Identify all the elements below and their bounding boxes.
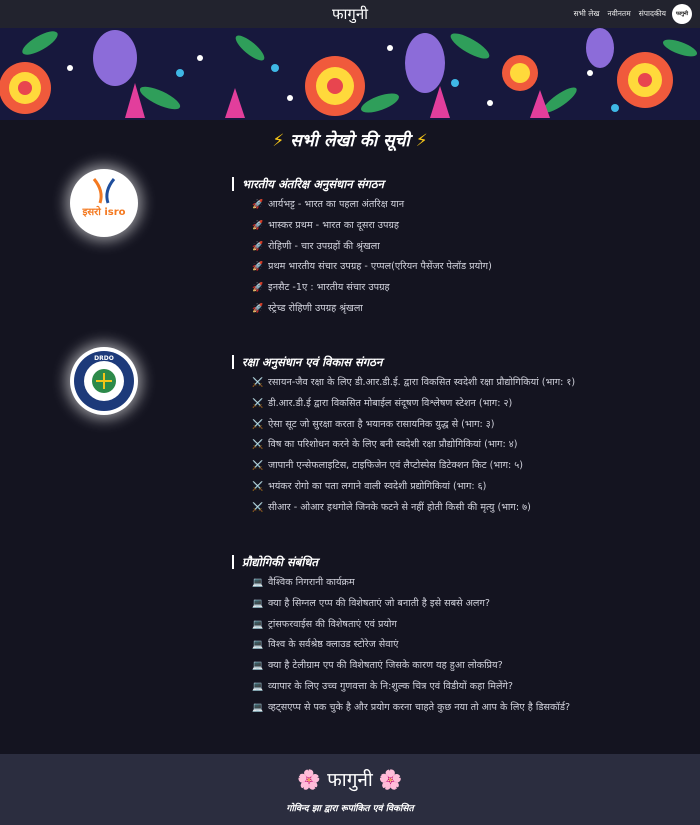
cherry-blossom-icon: 🌸 [297,769,322,791]
list-item[interactable]: ⚔️ भयंकर रोगो का पता लगाने वाली स्वदेशी प्रद्योगिकियां (भाग: ६) [252,477,575,498]
page-title-text: सभी लेखो की सूची [290,131,410,151]
rocket-icon: 🚀 [252,303,264,314]
page-title [0,128,700,151]
list-item[interactable]: ⚔️ जापानी एन्सेफलाइटिस, टाइफिजेन एवं लैप्टोस्पेस डिटेक्शन किट (भाग: ५) [252,456,575,477]
article-list [252,373,575,519]
section-technology [0,555,700,725]
laptop-icon: 💻 [252,702,264,713]
footer-brand-text[interactable]: फागुनी [327,769,373,791]
crossed-swords-icon: ⚔️ [252,440,264,451]
list-item[interactable]: 💻 क्या है टेलीग्राम एप की विशेषताएं जिसके कारण यह हुआ लोकप्रिय? [252,656,570,677]
list-item[interactable]: 🚀 स्ट्रेच्ड रोहिणी उपग्रह श्रृंखला [252,299,492,320]
footer-credit: गोविन्द झा द्वारा रूपांकित एवं विकसित [286,804,414,814]
isro-logo-text: इसरो isro [82,207,126,218]
rocket-icon: 🚀 [252,220,264,231]
nav-latest[interactable]: नवीनतम [607,9,631,18]
list-item[interactable]: ⚔️ सीआर - ओआर हथगोले जिनके फटने से नहीं होती किसी की मृत्यु (भाग: ७) [252,498,575,519]
list-item[interactable]: 💻 ट्रांसफरवाईस की विशेषताएं एवं प्रयोग [252,615,570,636]
laptop-icon: 💻 [252,578,264,588]
floral-banner [0,28,700,120]
section-isro [0,177,700,327]
lightning-icon: ⚡ [272,131,285,151]
laptop-icon: 💻 [252,681,264,692]
site-brand[interactable]: फागुनी [331,5,369,23]
lightning-icon: ⚡ [415,131,428,151]
list-item[interactable]: 🚀 इनसैट -1ए : भारतीय संचार उपग्रह [252,278,492,299]
section-heading: प्रौद्योगिकी संबंधित [232,555,318,569]
nav-links [574,9,666,19]
rocket-icon: 🚀 [252,262,264,273]
rocket-icon: 🚀 [252,241,264,252]
banner-illustration [0,28,700,120]
drdo-logo-text: DRDO [94,355,114,362]
list-item[interactable]: ⚔️ रसायन-जैव रक्षा के लिए डी.आर.डी.ई. द्वारा विकसित स्वदेशी रक्षा प्रौद्योगिकियां (भाग: १) [252,373,575,394]
rocket-icon: 🚀 [252,200,264,210]
list-item[interactable]: 💻 क्या है सिग्नल एप्प की विशेषताएं जो बनाती है इसे सबसे अलग? [252,594,570,615]
list-item[interactable]: 💻 व्हट्सएप्प से पक चुके है और प्रयोग करना चाहते कुछ नया तो आप के लिए है डिसकॉर्ड? [252,698,570,719]
crossed-swords-icon: ⚔️ [252,378,264,388]
list-item[interactable]: 🚀 रोहिणी - चार उपग्रहों की श्रृंखला [252,237,492,258]
isro-logo [70,169,138,237]
article-list [252,573,570,719]
footer-brand [0,766,700,792]
crossed-swords-icon: ⚔️ [252,461,264,472]
laptop-icon: 💻 [252,619,264,630]
nav-editorial[interactable]: संपादकीय [638,9,666,18]
section-heading: रक्षा अनुसंधान एवं विकास संगठन [232,355,382,369]
article-list [252,195,492,320]
laptop-icon: 💻 [252,640,264,651]
avatar[interactable]: फागुनी [672,4,692,24]
top-navbar [0,0,700,28]
crossed-swords-icon: ⚔️ [252,502,264,513]
list-item[interactable]: ⚔️ ऐसा सूट जो सुरक्षा करता है भयानक रासायनिक युद्ध से (भाग: ३) [252,415,575,436]
list-item[interactable]: ⚔️ डी.आर.डी.ई द्वारा विकसित मोबाईल संदूषण विश्लेषण स्टेशन (भाग: २) [252,394,575,415]
section-drdo [0,355,700,525]
list-item[interactable]: 💻 विश्व के सर्वश्रेष्ठ क्लाउड स्टोरेज सेवाएं [252,635,570,656]
laptop-icon: 💻 [252,598,264,609]
footer [0,754,700,825]
crossed-swords-icon: ⚔️ [252,481,264,492]
crossed-swords-icon: ⚔️ [252,419,264,430]
list-item[interactable]: 🚀 प्रथम भारतीय संचार उपग्रह - एप्पल(एरियन पैसेंजर पेलॉड प्रयोग) [252,257,492,278]
list-item[interactable]: 💻 व्यापार के लिए उच्च गुणवत्ता के नि:शुल्क चित्र एवं विडीयों कहा मिलेंगे? [252,677,570,698]
drdo-logo [70,347,138,415]
nav-all-articles[interactable]: सभी लेख [573,9,600,18]
section-heading: भारतीय अंतरिक्ष अनुसंधान संगठन [232,177,384,191]
list-item[interactable]: 💻 वैश्विक निगरानी कार्यक्रम [252,573,570,594]
list-item[interactable]: 🚀 आर्यभट्ट - भारत का पहला अंतरिक्ष यान [252,195,492,216]
rocket-icon: 🚀 [252,283,264,294]
crossed-swords-icon: ⚔️ [252,398,264,409]
cherry-blossom-icon: 🌸 [378,769,403,791]
laptop-icon: 💻 [252,661,264,672]
list-item[interactable]: ⚔️ विष का परिशोधन करने के लिए बनी स्वदेशी रक्षा प्रौद्योगिकियां (भाग: ४) [252,435,575,456]
list-item[interactable]: 🚀 भास्कर प्रथम - भारत का दूसरा उपग्रह [252,216,492,237]
